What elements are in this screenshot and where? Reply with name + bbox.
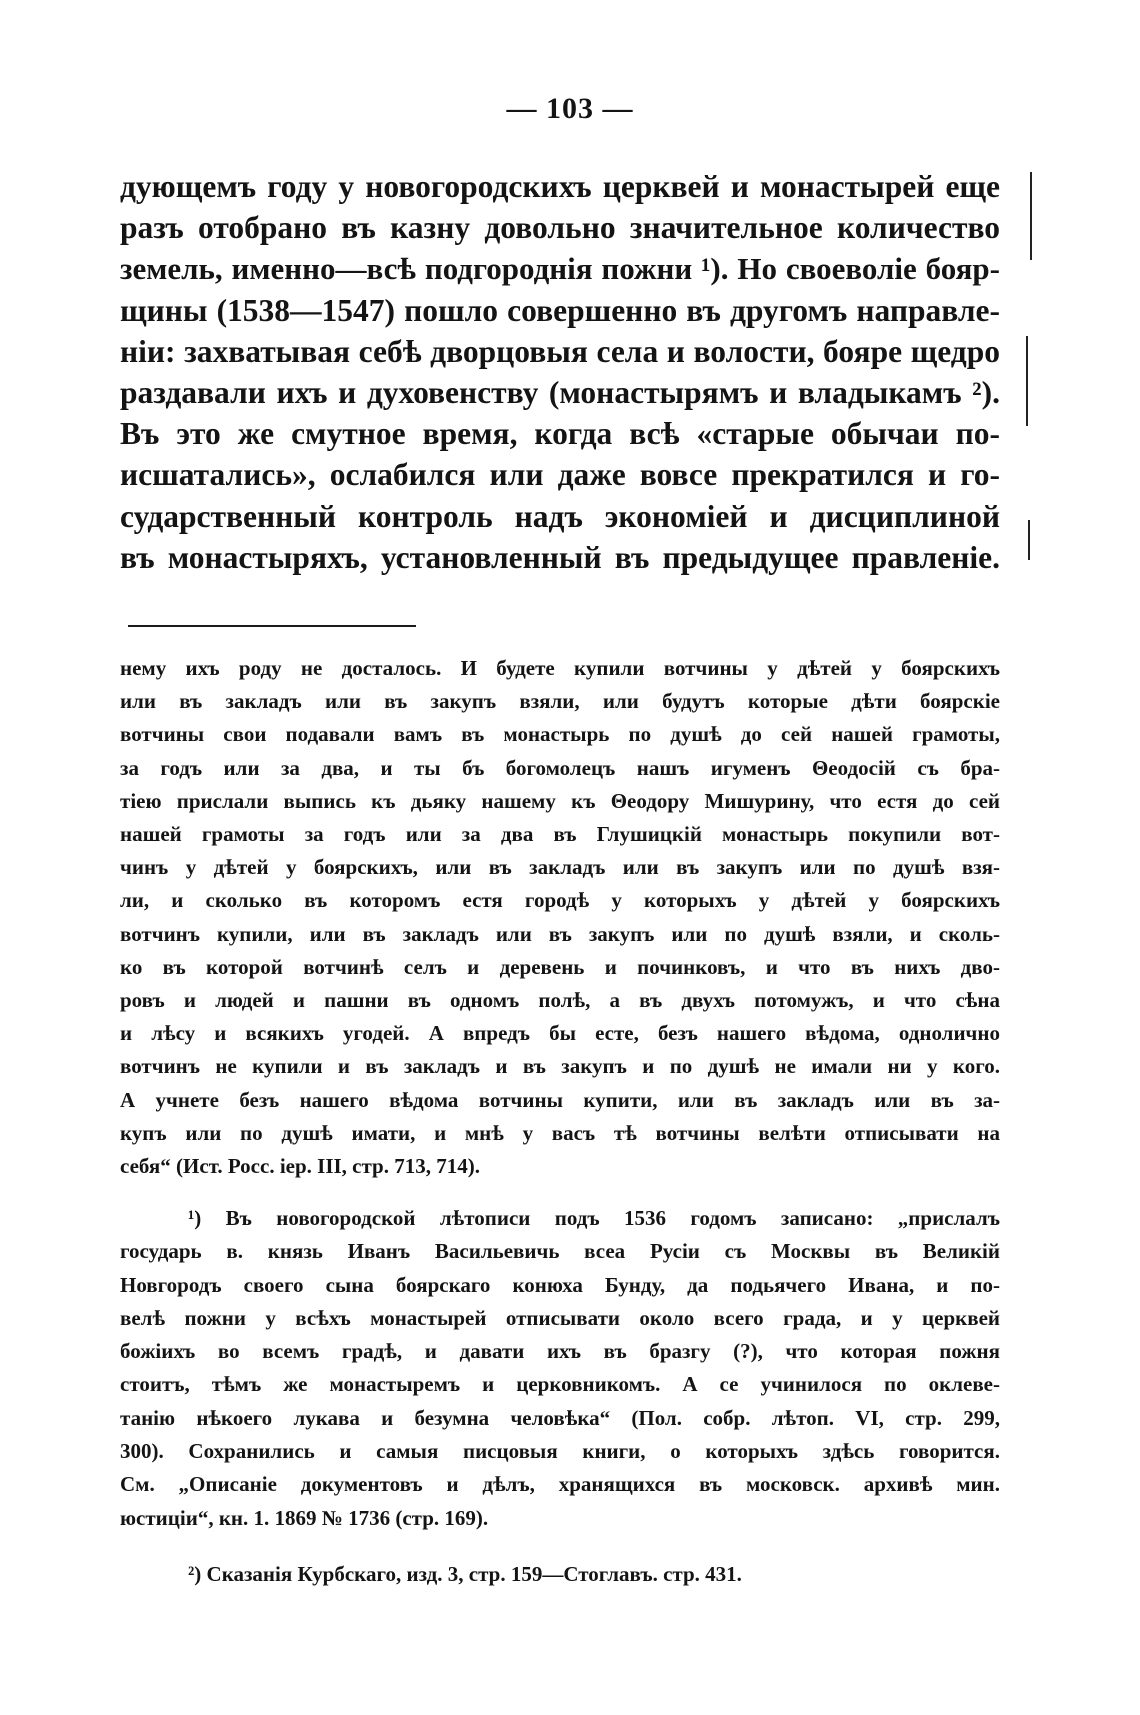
note-line: 300). Сохранились и самыя писцовыя книги, о которыхъ здѣсь говорится. <box>120 1439 1000 1464</box>
note-line: чинъ у дѣтей у боярскихъ, или въ закладъ или въ закупъ или по душѣ взя- <box>120 855 1000 880</box>
margin-bracket <box>1028 520 1030 560</box>
text-line: раздавали ихъ и духовенству (монастырямъ и владыкамъ ²). <box>120 375 1000 411</box>
text-line: ніи: захватывая себѣ дворцовыя села и волости, бояре щедро <box>120 333 1000 369</box>
note-line: танію нѣкоего лукава и безумна человѣка“ (Пол. собр. лѣтоп. VI, стр. 299, <box>120 1405 1000 1430</box>
text-line: Въ это же смутное время, когда всѣ «старые обычаи по- <box>120 416 1000 452</box>
note-line: Новгородъ своего сына боярскаго конюха Бунду, да подьячего Ивана, и по- <box>120 1272 1000 1297</box>
footnote-2 <box>120 1558 1000 1591</box>
note-line: вотчинъ купили, или въ закладъ или въ закупъ или по душѣ взяли, и сколь- <box>120 921 1000 946</box>
note-line: тіею прислали выпись къ дьяку нашему къ Θеодору Мишурину, что естя до сей <box>120 788 1000 813</box>
text-line: сударственный контроль надъ экономіей и дисциплиной <box>120 498 1000 534</box>
text-line: разъ отобрано въ казну довольно значительное количество <box>120 210 1000 246</box>
note-line: юстиціи“, кн. 1. 1869 № 1736 (стр. 169). <box>120 1505 489 1530</box>
note-line: нему ихъ роду не досталось. И будете купили вотчины у дѣтей у боярскихъ <box>120 656 1000 680</box>
note-line: ровъ и людей и пашни въ одномъ полѣ, а въ двухъ потомужъ, и что сѣна <box>120 988 1000 1013</box>
note-line: государь в. князь Иванъ Васильевичь всеа Русіи съ Москвы въ Великій <box>120 1239 1000 1264</box>
note-line: велѣ пожни у всѣхъ монастырей отписывати около всего града, и у церквей <box>120 1305 1000 1330</box>
text-line: исшатались», ослабился или даже вовсе прекратился и го- <box>120 457 1000 493</box>
footnote-divider <box>128 625 416 627</box>
note-line: нашей грамоты за годъ или за два въ Глушицкій монастырь покупили вот- <box>120 822 1000 847</box>
note-line: См. „Описаніе документовъ и дѣлъ, хранящихся въ московск. архивѣ мин. <box>120 1472 1000 1497</box>
footnote-continuation <box>120 652 1000 1183</box>
note-line: ¹) Въ новогородской лѣтописи подъ 1536 годомъ записано: „прислалъ <box>188 1206 1000 1230</box>
note-line: и лѣсу и всякихъ угодей. А впредъ бы есте, безъ нашего вѣдома, одноличнo <box>120 1021 1000 1046</box>
margin-bracket <box>1026 336 1028 426</box>
note-line: божіихъ во всемъ градѣ, и давати ихъ въ бразгу (?), что которая пожня <box>120 1339 1000 1364</box>
note-line: или въ закладъ или въ закупъ взяли, или будутъ которые дѣти боярскіе <box>120 689 1000 714</box>
note-line: купъ или по душѣ имати, и мнѣ у васъ тѣ вотчины велѣти отписывати на <box>120 1120 1000 1145</box>
margin-bracket <box>1030 172 1032 260</box>
note-line: ²) Сказанія Курбскаго, изд. 3, стр. 159—Стоглавъ. стр. 431. <box>188 1562 742 1586</box>
note-line: стоитъ, тѣмъ же монастыремъ и церковникомъ. А се учинилося по оклеве- <box>120 1372 1000 1397</box>
note-line: вотчинъ не купили и въ закладъ и въ закупъ и по душѣ не имали ни у кого. <box>120 1054 1000 1079</box>
text-line: щины (1538—1547) пошло совершенно въ другомъ направле- <box>120 292 1000 328</box>
note-line: себя“ (Ист. Росс. іер. III, стр. 713, 714). <box>120 1154 480 1179</box>
main-paragraph <box>120 166 1000 578</box>
footnote-1 <box>120 1202 1000 1535</box>
note-line: А учнете безъ нашего вѣдома вотчины купити, или въ закладъ или въ за- <box>120 1087 1000 1112</box>
text-line: дующемъ году у новогородскихъ церквей и монастырей еще <box>120 169 1000 204</box>
text-line: въ монастыряхъ, установленный въ предыдущее правленіе. <box>120 539 1000 575</box>
text-line: земель, именно—всѣ подгороднія пожни ¹). Но своеволіе бояр- <box>120 251 1000 287</box>
note-line: ко въ которой вотчинѣ селъ и деревень и починковъ, и что въ нихъ дво- <box>120 954 1000 979</box>
note-line: за годъ или за два, и ты бъ богомолецъ нашъ игуменъ Θеодосій съ бра- <box>120 755 1000 780</box>
page-number: — 103 — <box>506 92 634 125</box>
note-line: вотчины свои подавали вамъ въ монастырь по душѣ до сей нашей грамоты, <box>120 722 1000 747</box>
note-line: ли, и сколько въ которомъ естя городѣ у которыхъ у дѣтей у боярскихъ <box>120 888 1000 913</box>
